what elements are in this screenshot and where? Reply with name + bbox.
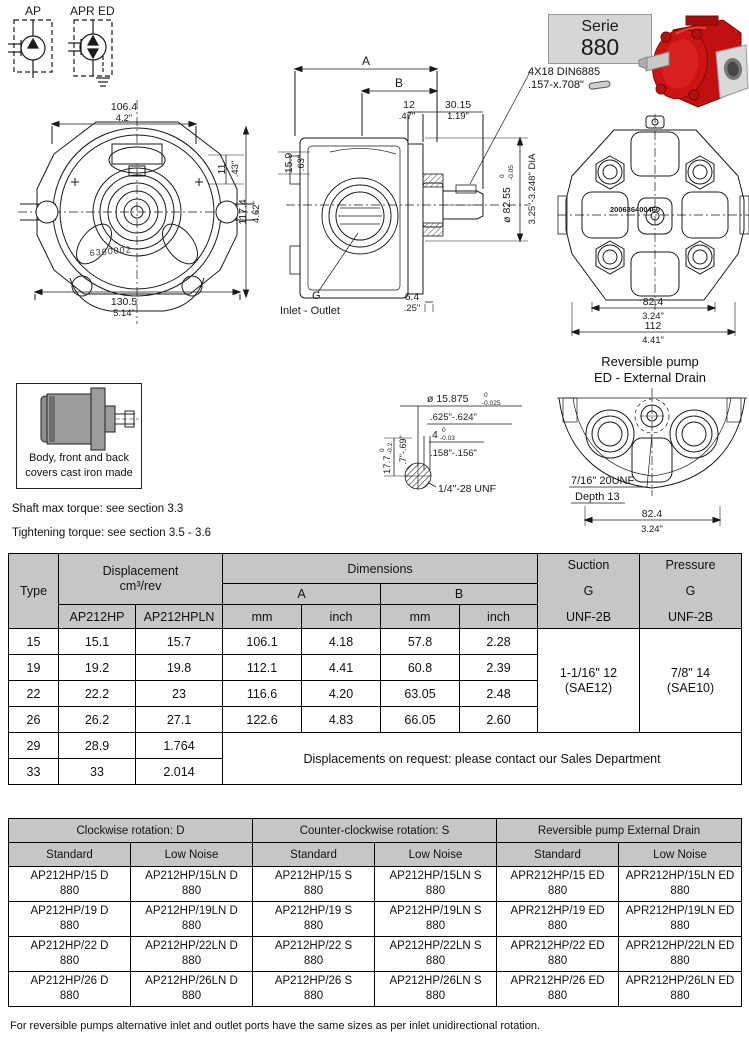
sub-hpln-header-cell: AP212HPLN [136, 605, 223, 629]
type-header-cell: Type [9, 554, 59, 629]
suction-header-line3: UNF-2B [565, 610, 612, 624]
b-inch-unit-cell: inch [460, 605, 538, 629]
shaft-dia-tol-lo: -0.025 [482, 400, 501, 407]
foot-mm-label: 6.4 [404, 291, 420, 303]
key-icon [587, 79, 613, 91]
shaft-len-in-label: 1.19" [447, 111, 469, 122]
key-width-mm-label: 4 [432, 429, 438, 441]
back-stamp-number: 200636400460 [610, 205, 661, 214]
back-overall-in-label: 4.41" [642, 335, 664, 346]
model-cell [619, 972, 742, 1007]
group-clockwise-header: Clockwise rotation: D [9, 819, 253, 843]
table-row [9, 629, 742, 655]
model-cell [619, 937, 742, 972]
rev-dim-mm-label: 82.4 [641, 508, 663, 520]
model-code: AP212HP/15 D [30, 870, 109, 882]
pressure-header-line1: Pressure [665, 558, 716, 572]
col-b-header-cell: B [381, 584, 538, 605]
model-series: 880 [303, 955, 324, 967]
key-len-mm-label: 17.7 [382, 455, 393, 474]
model-code: AP212HP/22LN D [145, 940, 238, 952]
dim-b-label: B [394, 76, 404, 90]
model-code: APR212HP/26 ED [510, 975, 605, 987]
type-cell: 29 [9, 733, 59, 759]
group-reversible-header: Reversible pump External Drain [497, 819, 742, 843]
model-code: AP212HP/15LN S [389, 870, 482, 882]
model-cell [131, 972, 253, 1007]
model-series: 880 [425, 990, 446, 1002]
type-cell: 33 [9, 759, 59, 785]
hpln-cell: 27.1 [136, 707, 223, 733]
hpln-cell: 1.764 [136, 733, 223, 759]
model-code: AP212HP/15 S [274, 870, 353, 882]
suction-value-cell [538, 629, 640, 733]
front-width-in-label: 4.2" [115, 113, 133, 124]
a-mm-cell: 116.6 [223, 681, 302, 707]
ap-symbol-label: AP [25, 4, 42, 18]
suction-value-line2: (SAE12) [564, 680, 613, 695]
key-width-in-label: .158"-.156" [430, 448, 477, 459]
pilot-dia-tol-lo: -0.05 [508, 165, 515, 180]
pressure-header-cell [640, 554, 742, 629]
series-number: 880 [580, 34, 620, 61]
model-cell [497, 902, 619, 937]
hp-cell: 22.2 [59, 681, 136, 707]
displacement-header-cell [59, 554, 223, 605]
cast-iron-note-line2: covers cast iron made [25, 467, 133, 479]
foot-in-label: .25" [403, 303, 421, 314]
footer-note: For reversible pumps alternative inlet and outlet ports have the same sizes as per inlet unidirectional rotation. [10, 1020, 541, 1032]
table-row [9, 867, 742, 902]
hp-cell: 19.2 [59, 655, 136, 681]
dim-a-label: A [361, 54, 371, 68]
a-mm-cell: 112.1 [223, 655, 302, 681]
pressure-value-cell [640, 629, 742, 733]
pressure-value-line1: 7/8" 14 [670, 665, 711, 680]
front-offset-mm-label: 11 [216, 163, 228, 175]
front-total-width-in-label: 5.14" [113, 308, 135, 319]
displacement-header-line1: Displacement [102, 564, 179, 578]
model-code: AP212HP/22 D [30, 940, 109, 952]
a-mm-cell: 106.1 [223, 629, 302, 655]
shaft-thread-label: 1/4"-28 UNF [438, 483, 496, 495]
hpln-cell: 23 [136, 681, 223, 707]
table-row [9, 733, 742, 759]
cast-iron-note-line1: Body, front and back [28, 452, 130, 464]
key-len-tol-lo: -0.2 [387, 442, 394, 454]
cast-iron-note-box [16, 383, 142, 489]
suction-value-line1: 1-1/16" 12 [559, 665, 618, 680]
reversible-pump-title-line1: Reversible pump [601, 354, 699, 369]
model-series: 880 [547, 920, 568, 932]
type-cell: 26 [9, 707, 59, 733]
a-mm-cell: 122.6 [223, 707, 302, 733]
hp-cell: 15.1 [59, 629, 136, 655]
a-inch-unit-cell: inch [302, 605, 381, 629]
b-inch-cell: 2.60 [460, 707, 538, 733]
model-series: 880 [59, 920, 80, 932]
model-series: 880 [425, 885, 446, 897]
model-series: 880 [59, 885, 80, 897]
hp-cell: 26.2 [59, 707, 136, 733]
hpln-cell: 2.014 [136, 759, 223, 785]
a-inch-cell: 4.18 [302, 629, 381, 655]
a-mm-unit-cell: mm [223, 605, 302, 629]
b-inch-cell: 2.28 [460, 629, 538, 655]
plate-mm-label: 12 [403, 99, 415, 111]
model-cell [131, 937, 253, 972]
apr-ed-symbol-label: APR ED [70, 4, 115, 18]
model-cell [619, 867, 742, 902]
model-series: 880 [59, 955, 80, 967]
model-series: 880 [59, 990, 80, 1002]
model-code: AP212HP/26LN D [145, 975, 238, 987]
model-code: AP212HP/26 D [30, 975, 109, 987]
model-cell [253, 972, 375, 1007]
model-series: 880 [181, 920, 202, 932]
table-row [9, 937, 742, 972]
front-height-mm-label: 117.4 [237, 199, 249, 225]
back-overall-mm-label: 112 [644, 320, 662, 332]
type-cell: 22 [9, 681, 59, 707]
model-series: 880 [670, 990, 690, 1002]
model-cell [497, 937, 619, 972]
front-total-width-mm-label: 130.5 [110, 296, 138, 308]
b-mm-cell: 66.05 [381, 707, 460, 733]
model-series: 880 [547, 885, 568, 897]
model-cell [9, 867, 131, 902]
model-series: 880 [303, 885, 324, 897]
pilot-dia-tol-hi: 0 [499, 174, 506, 178]
shaft-torque-note: Shaft max torque: see section 3.3 [12, 503, 184, 515]
hp-cell: 33 [59, 759, 136, 785]
model-code: APR212HP/22LN ED [625, 940, 735, 952]
back-ports-in-label: 3.24" [642, 311, 664, 322]
models-table [8, 818, 742, 1007]
pressure-value-line2: (SAE10) [666, 680, 715, 695]
sub-standard-header: Standard [253, 843, 375, 867]
model-series: 880 [181, 955, 202, 967]
model-series: 880 [303, 920, 324, 932]
model-series: 880 [181, 990, 202, 1002]
model-code: AP212HP/19 S [274, 905, 353, 917]
hydraulic-symbols-drawing [8, 2, 140, 90]
model-code: AP212HP/22LN S [389, 940, 482, 952]
sub-hp-header-cell: AP212HP [59, 605, 136, 629]
model-code: AP212HP/22 S [274, 940, 353, 952]
shaft-dia-mm-label: ø 15.875 [427, 393, 469, 405]
dimensions-table [8, 553, 742, 785]
model-cell [131, 867, 253, 902]
model-cell [253, 902, 375, 937]
model-series: 880 [547, 955, 568, 967]
key-len-in-label: .7"-.69" [398, 435, 408, 465]
key-note-line2: .157-x.708" [528, 79, 584, 91]
b-mm-cell: 63.05 [381, 681, 460, 707]
shaft-dia-tol-hi: 0 [484, 392, 488, 399]
cast-iron-pump-icon [17, 384, 141, 450]
reversible-pump-drawing [555, 386, 749, 542]
lip-in-label: .63" [296, 154, 307, 172]
sub-low-noise-header: Low Noise [131, 843, 253, 867]
front-offset-in-label: .43" [230, 160, 241, 178]
model-series: 880 [547, 990, 568, 1002]
key-width-tol-hi: 0 [442, 427, 446, 434]
model-series: 880 [670, 885, 690, 897]
b-mm-unit-cell: mm [381, 605, 460, 629]
shaft-dia-in-label: .625"-.624" [430, 412, 477, 423]
hpln-cell: 15.7 [136, 629, 223, 655]
model-cell [375, 867, 497, 902]
model-cell [375, 937, 497, 972]
b-mm-cell: 60.8 [381, 655, 460, 681]
sub-low-noise-header: Low Noise [375, 843, 497, 867]
a-inch-cell: 4.20 [302, 681, 381, 707]
hpln-cell: 19.8 [136, 655, 223, 681]
b-inch-cell: 2.39 [460, 655, 538, 681]
b-inch-cell: 2.48 [460, 681, 538, 707]
model-code: APR212HP/15LN ED [625, 870, 735, 882]
table-row [9, 972, 742, 1007]
model-code: APR212HP/22 ED [510, 940, 605, 952]
model-cell [375, 902, 497, 937]
reversible-pump-title-line2: ED - External Drain [594, 370, 706, 385]
model-series: 880 [670, 920, 690, 932]
model-series: 880 [670, 955, 690, 967]
b-mm-cell: 57.8 [381, 629, 460, 655]
lip-mm-label: 15.9 [283, 152, 295, 174]
dimensions-header-cell: Dimensions [223, 554, 538, 584]
model-cell [619, 902, 742, 937]
tightening-torque-note: Tightening torque: see section 3.5 - 3.6 [12, 527, 212, 539]
pressure-header-line3: UNF-2B [667, 610, 714, 624]
shaft-detail-drawing [372, 380, 552, 502]
model-code: APR212HP/19 ED [510, 905, 605, 917]
model-cell [9, 972, 131, 1007]
model-cell [131, 902, 253, 937]
key-len-tol-hi: 0 [379, 448, 386, 452]
sub-standard-header: Standard [9, 843, 131, 867]
model-code: AP212HP/19LN D [145, 905, 238, 917]
plate-in-label: .47" [398, 111, 416, 122]
series-label: Serie [581, 17, 619, 35]
model-cell [253, 937, 375, 972]
sub-low-noise-header: Low Noise [619, 843, 742, 867]
rev-dim-in-label: 3.24" [641, 524, 663, 535]
model-code: APR212HP/19LN ED [625, 905, 735, 917]
drain-thread-label: 7/16" 20UNF [571, 475, 635, 487]
front-view-drawing [18, 92, 270, 328]
model-code: AP212HP/19 D [30, 905, 109, 917]
model-cell [375, 972, 497, 1007]
port-g-label: G [312, 290, 321, 302]
model-series: 880 [425, 920, 446, 932]
suction-header-line1: Suction [567, 558, 610, 572]
model-cell [497, 867, 619, 902]
front-width-mm-label: 106.4 [110, 101, 138, 113]
model-code: AP212HP/15LN D [145, 870, 238, 882]
type-cell: 15 [9, 629, 59, 655]
type-cell: 19 [9, 655, 59, 681]
pilot-dia-mm-label: ø 82.55 [501, 187, 513, 223]
model-cell [9, 902, 131, 937]
model-series: 880 [425, 955, 446, 967]
key-note-line1: 4X18 DIN6885 [528, 66, 601, 78]
suction-header-cell [538, 554, 640, 629]
model-code: AP212HP/26LN S [389, 975, 482, 987]
a-inch-cell: 4.41 [302, 655, 381, 681]
front-height-in-label: 4.62" [251, 201, 262, 223]
sub-standard-header: Standard [497, 843, 619, 867]
inlet-outlet-label: Inlet - Outlet [280, 305, 340, 317]
model-series: 880 [303, 990, 324, 1002]
model-code: APR212HP/26LN ED [625, 975, 735, 987]
reversible-pump-title [558, 354, 742, 386]
key-width-tol-lo: -0.03 [440, 435, 455, 442]
drain-depth-label: Depth 13 [575, 491, 620, 503]
model-code: AP212HP/26 S [274, 975, 353, 987]
model-cell [253, 867, 375, 902]
on-request-note-cell: Displacements on request: please contact our Sales Department [223, 733, 742, 785]
shaft-len-mm-label: 30.15 [444, 99, 472, 111]
back-ports-mm-label: 82.4 [642, 296, 664, 308]
front-stamp-number: 6360002 [89, 244, 133, 258]
pressure-header-line2: G [685, 584, 696, 598]
model-code: AP212HP/19LN S [389, 905, 482, 917]
pilot-dia-in-label: 3.25"-3.248" DIA [527, 153, 538, 225]
suction-header-line2: G [583, 584, 594, 598]
model-cell [9, 937, 131, 972]
model-code: APR212HP/15 ED [510, 870, 605, 882]
side-view-drawing [278, 56, 558, 346]
col-a-header-cell: A [223, 584, 381, 605]
hp-cell: 28.9 [59, 733, 136, 759]
table-row [9, 902, 742, 937]
a-inch-cell: 4.83 [302, 707, 381, 733]
pump-product-image [628, 2, 749, 120]
model-cell [497, 972, 619, 1007]
model-series: 880 [181, 885, 202, 897]
group-counter-clockwise-header: Counter-clockwise rotation: S [253, 819, 497, 843]
back-view-drawing [558, 112, 749, 354]
displacement-header-line2: cm³/rev [119, 579, 162, 593]
